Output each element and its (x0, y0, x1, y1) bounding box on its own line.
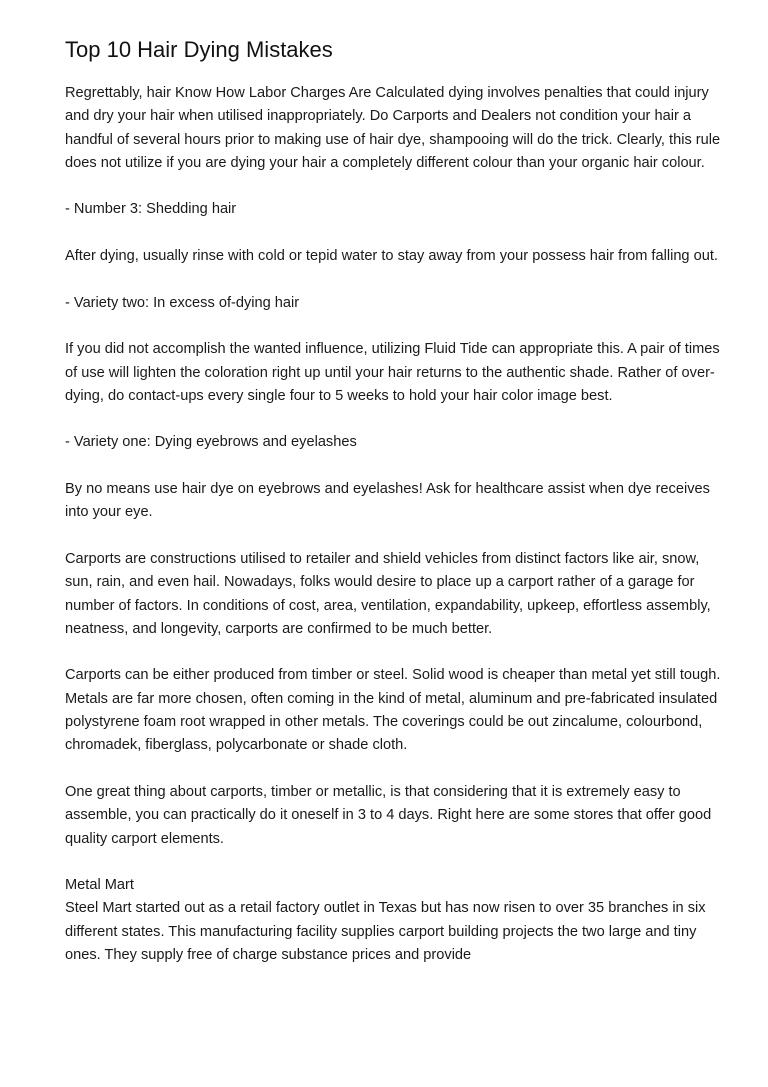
document-page (65, 36, 725, 991)
heading-number-3: - Number 3: Shedding hair (65, 201, 237, 218)
paragraph-carports-intro: Carports are constructions utilised to retailer and shield vehicles from distinct factors like air, snow, sun, rain, and even hail. Nowadays, folks would desire to place up a carport rather of a garage for number of factors. In conditions of cost, area, ventilation, expandability, upkeep, effortless assembly, neatness, and longevity, carports are confirmed to be much better. (65, 550, 711, 637)
paragraph-over-dying: If you did not accomplish the wanted influence, utilizing Fluid Tide can appropriate this. A pair of times of use will lighten the coloration right up until your hair returns to the authentic shade. Rather of over-dying, do contact-ups every single four to 5 weeks to hold your hair color image best. (65, 341, 720, 404)
heading-variety-one: - Variety one: Dying eyebrows and eyelashes (65, 434, 357, 451)
paragraph-shedding-hair: After dying, usually rinse with cold or tepid water to stay away from your possess hair from falling out. (65, 248, 718, 265)
paragraph-eyebrows: By no means use hair dye on eyebrows and eyelashes! Ask for healthcare assist when dye receives into your eye. (65, 481, 710, 521)
paragraph-steel-mart: Steel Mart started out as a retail factory outlet in Texas but has now risen to over 35 branches in six different states. This manufacturing facility supplies carport building projects the two large and tiny ones. They supply free of charge substance prices and provide (65, 900, 706, 963)
document-title: Top 10 Hair Dying Mistakes (65, 37, 333, 62)
paragraph-intro: Regrettably, hair Know How Labor Charges Are Calculated dying involves penalties that could injury and dry your hair when utilised inappropriately. Do Carports and Dealers not condition your hair a handful of several hours prior to making use of hair dye, shampooing will do the trick. Clearly, this rule does not utilize if you are dying your hair a completely different colour than your organic hair colour. (65, 85, 721, 171)
heading-metal-mart: Metal Mart (65, 877, 134, 894)
paragraph-carport-materials: Carports can be either produced from timber or steel. Solid wood is cheaper than metal yet still tough. Metals are far more chosen, often coming in the kind of metal, aluminum and pre-fabricated insulated polystyrene foam root wrapped in other metals. The coverings could be out zincalume, colourbond, chromadek, fiberglass, polycarbonate or shade cloth. (65, 667, 721, 754)
heading-variety-two: - Variety two: In excess of-dying hair (65, 294, 300, 311)
paragraph-carport-assembly: One great thing about carports, timber or metallic, is that considering that it is extremely easy to assemble, you can practically do it oneself in 3 to 4 days. Right here are some stores that offer good quality carport elements. (65, 783, 712, 847)
